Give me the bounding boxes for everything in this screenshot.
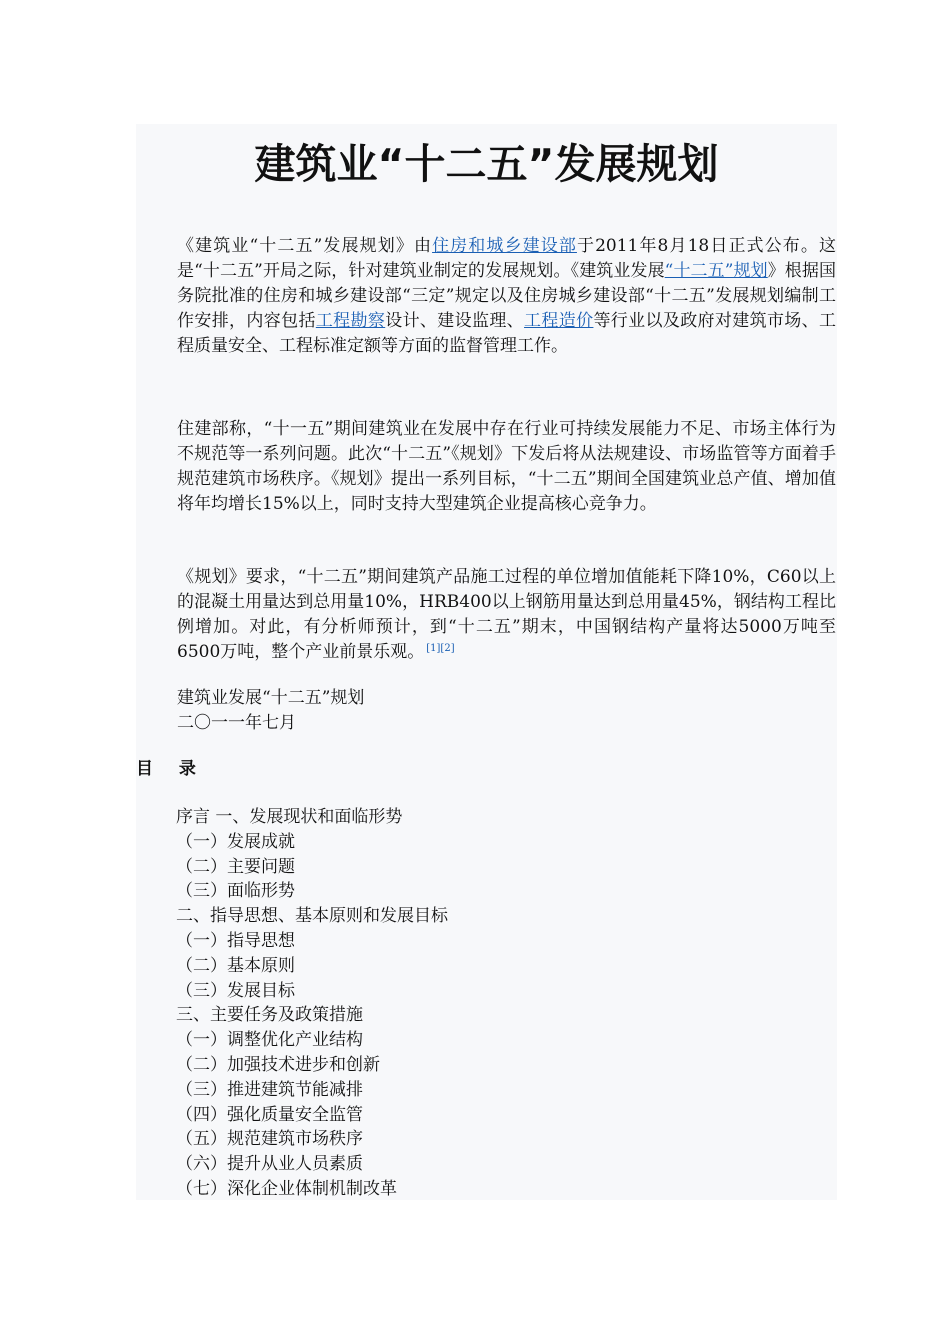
signature-date: 二〇一一年七月 — [177, 713, 296, 733]
toc-heading: 目 录 — [136, 759, 206, 779]
requirements-text: 《规划》要求，“十二五”期间建筑产品施工过程的单位增加值能耗下降10%，C60以上的混凝土用量达到总用量10%，HRB400以上钢筋用量达到总用量45%，钢结构工程比例增加。对此，有分析师预计，到“十二五”期末，中国钢结构产量将达5000万吨至6500万吨，整个产业前景乐观。 — [177, 567, 836, 662]
link-engineering-survey[interactable]: 工程勘察 — [315, 311, 386, 331]
reference-link[interactable]: [1][2] — [426, 643, 455, 654]
paragraph-problems — [136, 417, 836, 517]
toc-item: （一）发展成就 — [176, 831, 295, 852]
intro-text-4: 设计、建设监理、 — [385, 311, 525, 331]
toc-item: （一）调整优化产业结构 — [176, 1030, 363, 1051]
link-engineering-cost[interactable]: 工程造价 — [524, 311, 594, 331]
page-title: 建筑业“十二五”发展规划 — [254, 140, 719, 188]
paragraph-intro — [136, 234, 836, 359]
intro-text-3: 》根据国务院批准的住房和城乡建设部“三定”规定以及住房城乡建设部“十二五”发展规划编制工作安排，内容包括 — [177, 261, 836, 331]
toc-item: （二）基本原则 — [176, 955, 295, 976]
intro-text-5: 等行业以及政府对建筑市场、工程质量安全、工程标准定额等方面的监督管理工作。 — [177, 311, 837, 356]
toc-item: （一）指导思想 — [176, 930, 295, 951]
table-of-contents — [176, 805, 448, 1202]
paragraph-requirements — [136, 565, 836, 665]
intro-text-2: 于2011年8月18日正式公布。这是“十二五”开局之际，针对建筑业制定的发展规划。《建筑业发展 — [177, 236, 836, 281]
toc-item: （三）发展目标 — [176, 980, 295, 1001]
toc-item: （五）规范建筑市场秩序 — [176, 1129, 363, 1150]
toc-item: （二）加强技术进步和创新 — [176, 1054, 380, 1075]
toc-item: （三）面临形势 — [176, 881, 295, 902]
toc-item: 三、主要任务及政策措施 — [176, 1005, 363, 1026]
toc-item: （七）深化企业体制机制改革 — [176, 1178, 397, 1199]
toc-item: （二）主要问题 — [176, 856, 295, 877]
toc-item: 序言 一、发展现状和面临形势 — [176, 807, 403, 827]
problems-text: 住建部称，“十一五”期间建筑业在发展中存在行业可持续发展能力不足、市场主体行为不规范等一系列问题。此次“十二五”《规划》下发后将从法规建设、市场监管等方面着手规范建筑市场秩序。《规划》提出一系列目标，“十二五”期间全国建筑业总产值、增加值将年均增长15%以上，同时支持大型建筑企业提高核心竞争力。 — [177, 419, 836, 514]
toc-item: 二、指导思想、基本原则和发展目标 — [176, 906, 448, 927]
intro-text-1: 《建筑业“十二五”发展规划》由 — [177, 236, 433, 256]
link-12th-plan[interactable]: “十二五”规划 — [664, 261, 768, 281]
signature-title: 建筑业发展“十二五”规划 — [177, 688, 365, 708]
toc-item: （四）强化质量安全监管 — [176, 1104, 363, 1125]
toc-item: （三）推进建筑节能减排 — [176, 1079, 363, 1100]
toc-item: （六）提升从业人员素质 — [176, 1154, 363, 1175]
link-mohurd[interactable]: 住房和城乡建设部 — [432, 236, 577, 256]
